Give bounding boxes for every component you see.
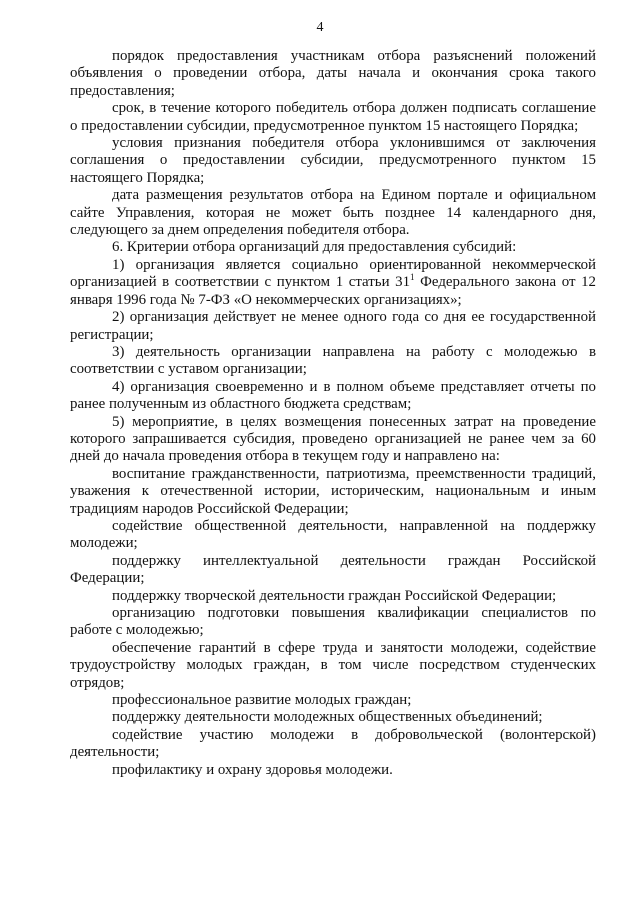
direction-item: профилактику и охрану здоровья молодежи.	[112, 761, 393, 778]
paragraph: порядок предоставления участникам отбора разъяснений положений объявления о проведении отбора, даты начала и окончания срока такого предоставления;	[70, 48, 596, 99]
direction-item: поддержку творческой деятельности граждан Российской Федерации;	[112, 587, 557, 604]
direction-item: профессиональное развитие молодых граждан;	[112, 692, 412, 709]
direction-item: организацию подготовки повышения квалификации специалистов по работе с молодежью;	[70, 605, 596, 639]
criterion-text: 1) организация является социально ориентированной некоммерческой организацией в соответствии с пунктом 1 статьи 31	[70, 256, 596, 291]
criterion-text: Федерального закона от 12 января 1996 года № 7-ФЗ «О некоммерческих организациях»;	[70, 274, 596, 308]
paragraph: дата размещения результатов отбора на Едином портале и официальном сайте Управления, которая не может быть позднее 14 календарного дня, следующего за днем определения победителя отбора.	[70, 187, 596, 239]
document-body	[70, 48, 596, 779]
direction-item: поддержку деятельности молодежных общественных объединений;	[112, 709, 543, 726]
superscript: 1	[410, 272, 415, 283]
direction-item: поддержку интеллектуальной деятельности граждан Российской Федерации;	[70, 552, 596, 587]
direction-item: обеспечение гарантий в сфере труда и занятости молодежи, содействие трудоустройству молодых граждан, в том числе посредством студенческих отрядов;	[70, 639, 596, 691]
direction-item: содействие общественной деятельности, направленной на поддержку молодежи;	[70, 517, 596, 552]
direction-item: воспитание гражданственности, патриотизма, преемственности традиций, уважения к отечественной истории, историческим, национальным и иным традициям народов Российской Федерации;	[70, 465, 596, 517]
section-heading: 6. Критерии отбора организаций для предоставления субсидий:	[112, 239, 517, 256]
page-number: 4	[316, 20, 324, 35]
criterion-item: 3) деятельность организации направлена на работу с молодежью в соответствии с уставом организации;	[70, 343, 596, 378]
criterion-item: 5) мероприятие, в целях возмещения понесенных затрат на проведение которого запрашивается субсидия, проведено организацией не ранее чем за 60 дней до начала проведения отбора в текущем году и направлено на:	[70, 413, 596, 465]
criterion-item: 4) организация своевременно и в полном объеме представляет отчеты по ранее полученным из областного бюджета средствам;	[70, 378, 596, 413]
paragraph: условия признания победителя отбора уклонившимся от заключения соглашения о предоставлении субсидии, предусмотренного пунктом 15 настоящего Порядка;	[70, 135, 596, 186]
paragraph: срок, в течение которого победитель отбора должен подписать соглашение о предоставлении субсидии, предусмотренное пунктом 15 настоящего Порядка;	[70, 100, 596, 134]
criterion-item	[70, 257, 596, 309]
criterion-item: 2) организация действует не менее одного года со дня ее государственной регистрации;	[70, 309, 596, 343]
direction-item: содействие участию молодежи в добровольческой (волонтерской) деятельности;	[70, 726, 596, 761]
